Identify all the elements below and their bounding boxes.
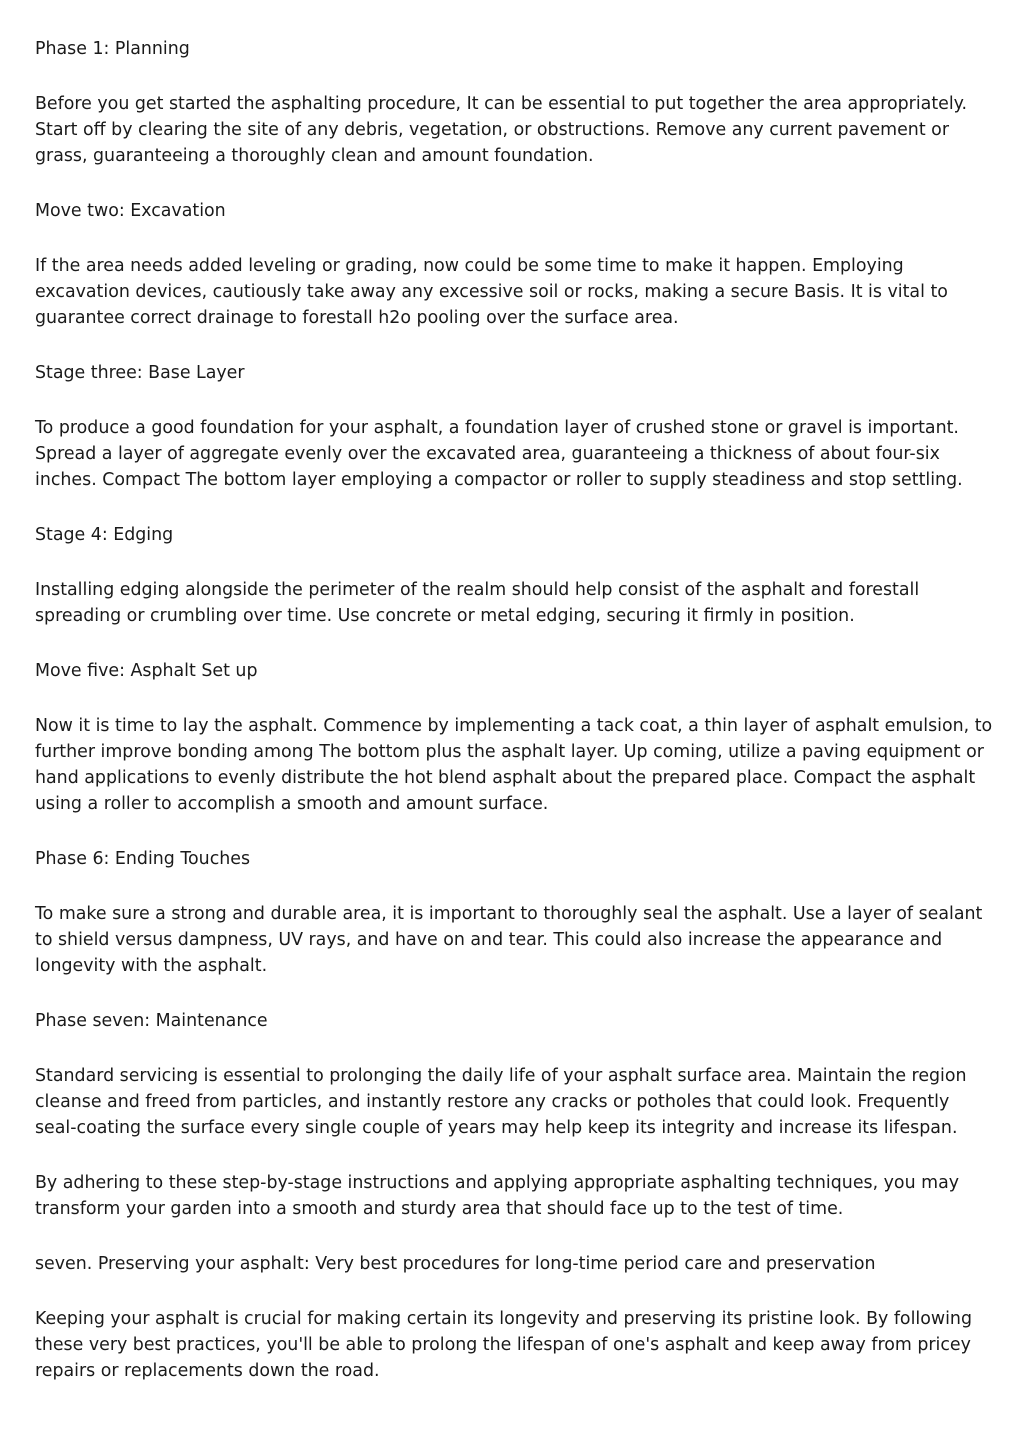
- heading-move-two-excavation: Move two: Excavation: [35, 201, 226, 221]
- heading-move-five-asphalt-set-up: Move five: Asphalt Set up: [35, 661, 258, 681]
- heading-seven-preserving-asphalt: seven. Preserving your asphalt: Very best procedures for long-time period care and preservation: [35, 1254, 876, 1274]
- paragraph-planning: Before you get started the asphalting procedure, It can be essential to put together the area appropriately. Start off by clearing the site of any debris, vegetation, or obstructions. Remove any current pavement or grass, guaranteeing a thoroughly clean and amount foundation.: [35, 94, 968, 166]
- paragraph-base-layer: To produce a good foundation for your asphalt, a foundation layer of crushed stone or gravel is important. Spread a layer of aggregate evenly over the excavated area, guaranteeing a thickness of about four-six inches. Compact The bottom layer employing a compactor or roller to supply steadiness and stop settling.: [35, 418, 963, 490]
- paragraph-ending-touches: To make sure a strong and durable area, it is important to thoroughly seal the asphalt. Use a layer of sealant to shield versus dampness, UV rays, and have on and tear. This could also increase the appearance and longevity with the asphalt.: [35, 904, 983, 976]
- document-body: [35, 36, 993, 1413]
- heading-phase-seven-maintenance: Phase seven: Maintenance: [35, 1011, 268, 1031]
- heading-stage-4-edging: Stage 4: Edging: [35, 525, 174, 545]
- paragraph-preserving-asphalt: Keeping your asphalt is crucial for making certain its longevity and preserving its pristine look. By following these very best practices, you'll be able to prolong the lifespan of one's asphalt and keep away from pricey repairs or replacements down the road.: [35, 1309, 972, 1381]
- paragraph-conclusion: By adhering to these step-by-stage instructions and applying appropriate asphalting techniques, you may transform your garden into a smooth and sturdy area that should face up to the test of time.: [35, 1173, 960, 1219]
- paragraph-excavation: If the area needs added leveling or grading, now could be some time to make it happen. Employing excavation devices, cautiously take away any excessive soil or rocks, making a secure Basis. It is vital to guarantee correct drainage to forestall h2o pooling over the surface area.: [35, 256, 948, 328]
- paragraph-edging: Installing edging alongside the perimeter of the realm should help consist of the asphalt and forestall spreading or crumbling over time. Use concrete or metal edging, securing it firmly in position.: [35, 580, 920, 626]
- paragraph-asphalt-set-up: Now it is time to lay the asphalt. Commence by implementing a tack coat, a thin layer of asphalt emulsion, to further improve bonding among The bottom plus the asphalt layer. Up coming, utilize a paving equipment or hand applications to evenly distribute the hot blend asphalt about the prepared place. Compact the asphalt using a roller to accomplish a smooth and amount surface.: [35, 716, 993, 814]
- paragraph-maintenance: Standard servicing is essential to prolonging the daily life of your asphalt surface area. Maintain the region cleanse and freed from particles, and instantly restore any cracks or potholes that could look. Frequently seal-coating the surface every single couple of years may help keep its integrity and increase its lifespan.: [35, 1066, 967, 1138]
- heading-phase-6-ending-touches: Phase 6: Ending Touches: [35, 849, 251, 869]
- heading-stage-three-base-layer: Stage three: Base Layer: [35, 363, 245, 383]
- heading-phase-1-planning: Phase 1: Planning: [35, 39, 190, 59]
